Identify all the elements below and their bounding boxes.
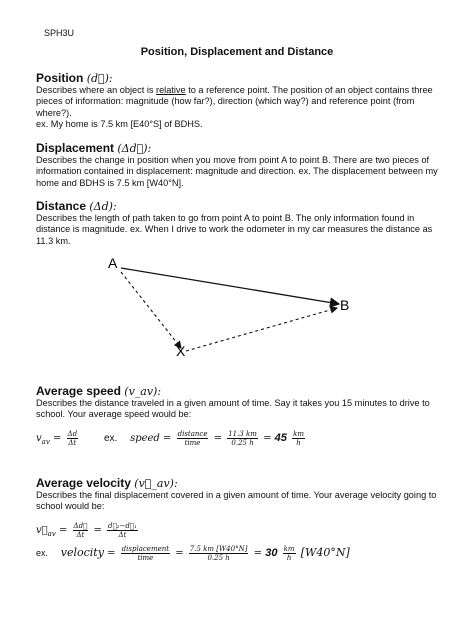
avg-speed-def-fraction — [67, 430, 79, 447]
avg-velocity-def2-den: Δt — [118, 531, 127, 539]
avg-velocity-word-fraction — [121, 545, 170, 562]
position-symbol: (d⃗): — [86, 72, 113, 85]
avg-velocity-def-fraction — [73, 522, 89, 539]
avg-speed-ex-label: ex. — [104, 433, 118, 444]
path-segment-a-x — [121, 272, 181, 348]
avg-speed-def-num: Δd — [67, 430, 78, 438]
avg-speed-word-fraction — [177, 430, 209, 447]
avg-velocity-result: 30 — [265, 547, 278, 559]
page-title: Position, Displacement and Distance — [140, 46, 334, 58]
avg-velocity-def2-num: d⃗₂−d⃗₁ — [108, 522, 137, 530]
avg-velocity-val-den: 0.25 h — [207, 554, 230, 562]
avg-velocity-heading — [36, 476, 178, 490]
avg-velocity-word-den: time — [137, 554, 154, 562]
avg-velocity-unit — [283, 545, 296, 562]
position-text-pre: Describes where an object is — [36, 85, 157, 95]
avg-velocity-def-den: Δt — [76, 531, 85, 539]
avg-speed-description: Describes the distance traveled in a given amount of time. Say it takes you 15 minutes to drive to school. Your average speed would be: — [36, 398, 430, 420]
avg-velocity-lhs: v⃗ — [36, 525, 48, 536]
avg-speed-word-num: distance — [177, 430, 208, 438]
avg-speed-def-den: Δt — [68, 439, 77, 447]
avg-speed-heading — [36, 384, 161, 398]
avg-speed-val-num: 11.3 km — [228, 430, 257, 438]
avg-speed-val-den: 0.25 h — [231, 439, 254, 447]
point-b-label: B — [340, 297, 350, 313]
avg-velocity-def-num: Δd⃗ — [73, 522, 88, 530]
position-text-underlined: relative — [156, 85, 186, 95]
path-segment-x-b — [186, 308, 337, 351]
avg-speed-result: 45 — [274, 432, 287, 444]
displacement-symbol: (Δd⃗): — [117, 142, 152, 155]
point-a-label: A — [108, 255, 118, 271]
avg-speed-value-fraction — [227, 430, 258, 447]
position-heading-text: Position — [36, 71, 84, 85]
avg-velocity-example: ex. velocity = $\frac{\text{displacement}}{\text{time}}$ = $\frac{7.5 km [W40^\circ N]}{0.25 h}$ = 30 $\frac{km}{h}$ [W40°N] — [36, 545, 350, 562]
avg-velocity-symbol: (v⃗_av): — [134, 477, 178, 490]
displacement-arrow — [121, 268, 339, 304]
displacement-description: Describes the change in position when you move from point A to point B. There are two pieces of information contained in displacement: magnitude and direction. ex. The displacement between my home and BDHS is 7.5 km [W40°N]. — [36, 155, 438, 188]
avg-speed-example: ex. speed = $\frac{\text{distance}}{\text{time}}$ = $\frac{11.3 km}{0.25 h}$ = 45 $\frac{km}{h}$ — [104, 430, 304, 447]
avg-speed-definition: $v_{av}$ = $\frac{\Delta d}{\Delta t}$ — [36, 430, 78, 447]
position-text-post: to a reference point. The position of an object contains three pieces of information: magnitude (how far?), direction (which way?) and reference point (from where?). — [36, 85, 433, 118]
avg-speed-word: speed — [130, 433, 160, 444]
avg-velocity-definition: $v⃗_{av}$ = $\frac{\Delta d⃗}{\Delta t}$ = $\frac{\text{d⃗₂−d⃗₁}}{\Delta t}$ — [36, 522, 137, 539]
avg-speed-symbol: (v_av): — [124, 385, 162, 398]
distance-description: Describes the length of path taken to go from point A to point B. The only information found in distance is magnitude. ex. When I drive to work the odometer in my car measures the distance as 11.3 km. — [36, 213, 433, 246]
avg-speed-word-den: time — [184, 439, 201, 447]
position-example: ex. My home is 7.5 km [E40°S] of BDHS. — [36, 118, 203, 129]
avg-speed-lhs-sub: av — [41, 438, 50, 446]
avg-velocity-value-fraction — [189, 545, 249, 562]
distance-heading-text: Distance — [36, 199, 87, 213]
avg-speed-unit — [292, 430, 305, 447]
avg-velocity-direction: [W40°N] — [300, 546, 350, 559]
avg-speed-heading-text: Average speed — [36, 384, 121, 398]
avg-velocity-description: Describes the final displacement covered in a given amount of time. Your average velocity going to school would be: — [36, 490, 437, 512]
avg-velocity-word: velocity — [60, 546, 104, 559]
avg-speed-lhs: v — [36, 433, 42, 444]
avg-speed-unit-num: km — [293, 430, 304, 438]
avg-speed-unit-den: h — [296, 439, 301, 447]
avg-velocity-heading-text: Average velocity — [36, 476, 131, 490]
distance-symbol: (Δd): — [89, 200, 117, 213]
avg-velocity-unit-num: km — [283, 545, 295, 553]
avg-velocity-val-num: 7.5 km [W40°N] — [189, 545, 248, 553]
avg-velocity-def2-fraction — [107, 522, 138, 539]
avg-velocity-lhs-sub: av — [47, 530, 56, 538]
course-code: SPH3U — [44, 28, 75, 38]
avg-velocity-word-num: displacement — [121, 545, 170, 553]
avg-velocity-unit-den: h — [286, 554, 292, 562]
displacement-heading-text: Displacement — [36, 141, 115, 155]
avg-velocity-ex-label: ex. — [36, 548, 49, 558]
point-x-label: X — [176, 343, 186, 359]
